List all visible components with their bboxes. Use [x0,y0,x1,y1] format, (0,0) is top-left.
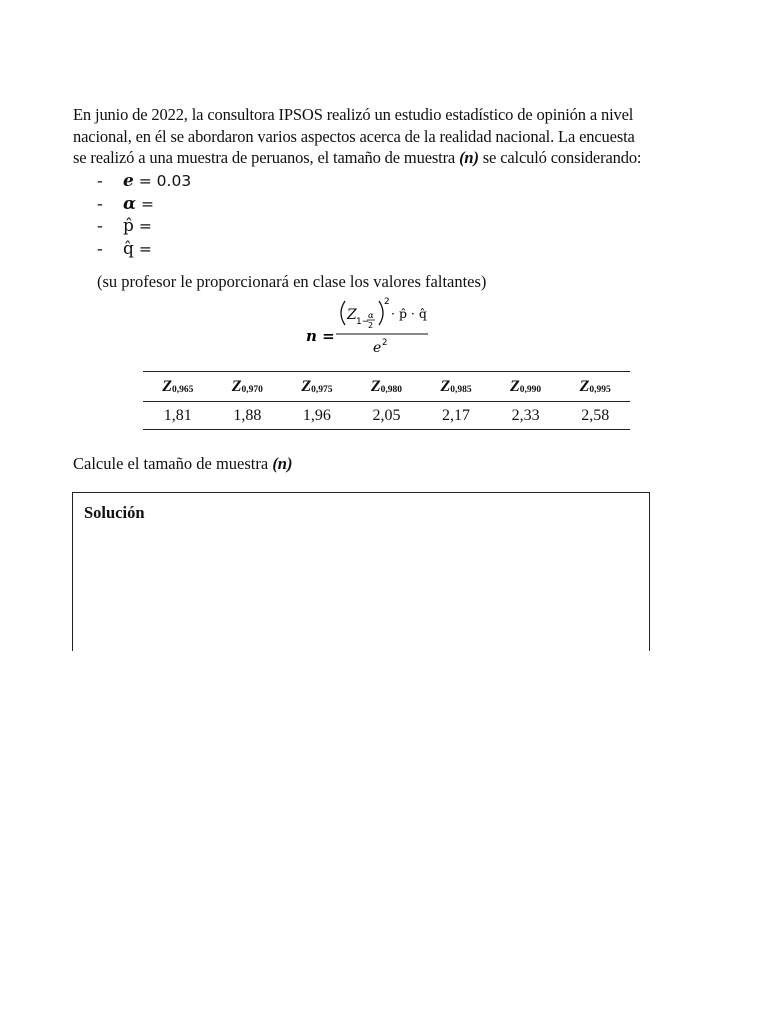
intro-line-3 [73,147,673,169]
parameter-item-p-hat [97,215,191,238]
sample-size-formula [300,292,450,358]
z-value-cell: 2,33 [491,402,561,430]
formula-z: Z [347,307,357,323]
z-value-cell: 1,88 [213,402,283,430]
z-value-cell: 2,05 [352,402,422,430]
param-value: 0.03 [156,172,192,190]
z-value-cell: 2,17 [421,402,491,430]
z-letter: Z [162,377,172,395]
formula-two: 2 [368,321,374,330]
param-equals: = [136,194,155,213]
parameter-item-q-hat [97,238,191,261]
intro-line-2: nacional, en él se abordaron varios aspectos acerca de la realidad nacional. La encuesta [73,126,635,146]
intro-line-1: En junio de 2022, la consultora IPSOS realizó un estudio estadístico de opinión a nivel [73,105,634,124]
z-letter: Z [231,377,242,395]
z-subscript: 0,995 [589,384,611,395]
missing-values-note: (su profesor le proporcionará en clase los valores faltantes) [97,272,487,291]
z-letter: Z [370,377,381,395]
z-table-value-row [143,402,630,430]
z-header [282,372,352,402]
formula-tail: · p̂ · q̂ [391,306,427,321]
param-equals: = [133,217,152,235]
param-symbol: α [123,193,137,214]
param-equals: = [133,172,157,190]
param-symbol: q̂ [123,238,134,259]
z-value-cell: 1,81 [143,402,213,430]
z-header [213,372,283,402]
list-bullet: - [97,238,103,258]
formula-left-paren [341,301,345,325]
param-equals: = [133,239,152,258]
z-subscript: 0,970 [241,384,263,395]
question-prompt [73,453,292,475]
z-subscript: 0,975 [311,384,333,395]
question-text: Calcule el tamaño de muestra [73,454,273,473]
formula-denominator-exp: 2 [382,338,388,348]
z-header [352,372,422,402]
parameter-list [97,170,191,260]
solution-title: Solución [84,503,145,522]
param-symbol: e [123,171,134,191]
solution-box[interactable] [72,492,650,672]
intro-line-3-end: se calculó considerando: [478,148,642,167]
page-cutoff [0,651,768,1024]
z-letter: Z [510,377,520,395]
z-header [491,372,561,402]
z-subscript: 0,985 [450,384,472,395]
formula-denominator-e: e [373,340,382,356]
sample-size-symbol: (n) [272,454,293,473]
formula-alpha: α [368,311,374,321]
list-bullet: - [97,216,103,235]
parameter-item-error [97,170,191,193]
formula-right-paren [379,301,383,325]
param-symbol: p̂ [123,216,134,236]
z-value-cell: 1,96 [282,402,352,430]
intro-paragraph [73,104,673,169]
formula-exponent: 2 [384,297,390,307]
list-bullet: - [97,193,103,213]
z-header [143,372,213,402]
list-bullet: - [97,171,103,190]
z-letter: Z [440,377,451,395]
sample-size-symbol: (n) [459,148,479,167]
z-letter: Z [301,377,312,395]
intro-line-3-text: se realizó a una muestra de peruanos, el tamaño de muestra [73,148,460,167]
formula-lhs: n = [306,327,335,345]
z-header [560,372,630,402]
z-subscript: 0,965 [171,384,194,395]
z-subscript: 0,990 [519,384,542,395]
z-table-header-row [143,372,630,402]
z-subscript: 0,980 [380,384,403,395]
z-letter: Z [579,377,590,395]
z-value-cell: 2,58 [560,402,630,430]
formula-sub-one: 1− [356,317,370,327]
z-header [421,372,491,402]
parameter-item-alpha [97,193,191,216]
z-values-table [143,371,630,430]
